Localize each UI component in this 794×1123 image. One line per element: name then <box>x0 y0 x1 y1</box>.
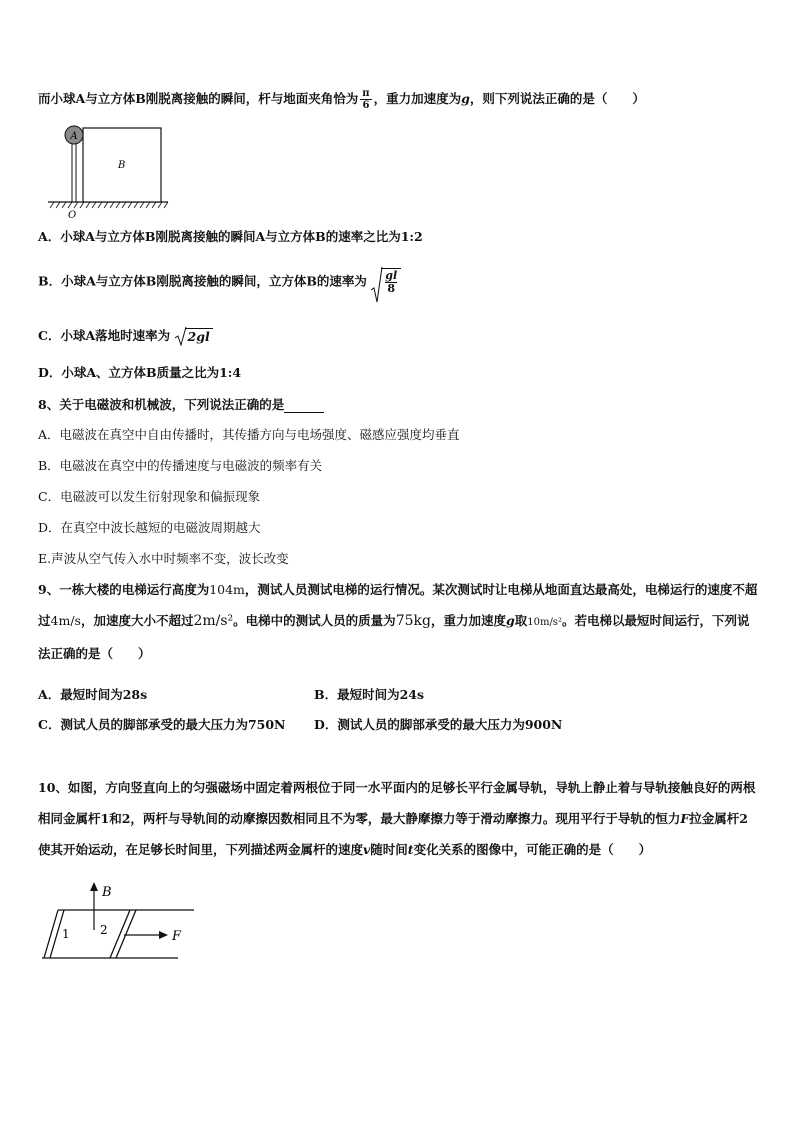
q9-p2: ，测试人员测试电梯的运行情况。某次测试时让电梯从地面直达最高处，电梯运行的速度不超过 <box>38 582 758 628</box>
q8-option-e: E.声波从空气传入水中时频率不变，波长改变 <box>38 551 289 566</box>
f-label: F <box>172 929 182 944</box>
q7-option-c <box>38 328 213 345</box>
rad-den: 8 <box>387 282 396 295</box>
sqrt-2gl <box>185 328 213 345</box>
answer-blank <box>284 400 324 413</box>
rod-1-label: 1 <box>62 927 70 941</box>
rad-2gl: 2gl <box>185 328 213 345</box>
q9-p6: 取 <box>514 613 528 628</box>
q10-time: t <box>407 842 414 857</box>
q10-p3: 随时间 <box>370 842 408 857</box>
q9-p5: ，重力加速度 <box>430 613 506 628</box>
q9-p7: 。若电梯以最短时间运行，下列说法正确的是（ ） <box>38 613 750 661</box>
angle-fraction <box>360 88 371 111</box>
q9-option-d: D．测试人员的脚部承受的最大压力为900N <box>314 717 563 732</box>
q9-speed: 4m/s <box>50 613 81 628</box>
q8-stem <box>38 397 324 413</box>
q10-force: F <box>680 811 690 826</box>
q9-g: g <box>505 613 515 628</box>
q9-height: 104m <box>209 582 245 597</box>
q7-stem-a: 而小球A与立方体B刚脱离接触的瞬间，杆与地面夹角恰为 <box>38 91 359 106</box>
q10-p4: 变化关系的图像中，可能正确的是（ ） <box>413 842 652 857</box>
rod-2-edge <box>116 910 136 958</box>
q9-mass: 75kg <box>395 613 431 629</box>
rod-2-label: 2 <box>100 923 108 937</box>
q8-option-d: D．在真空中波长越短的电磁波周期越大 <box>38 520 261 535</box>
q10-p1: 10、如图，方向竖直向上的匀强磁场中固定着两根位于同一水平面内的足够长平行金属导轨，导轨上静止着与导轨接触良好的两根相同金属杆1和2，两杆与导轨间的动摩擦因数相同且不为零，最大静摩擦力等于滑动摩擦力。现用平行于导轨的恒力 <box>38 780 756 826</box>
q9-option-b: B．最短时间为24s <box>314 687 424 702</box>
sqrt-gl-over-8 <box>381 268 401 296</box>
f-arrowhead <box>159 931 168 939</box>
q9-p1: 9、一栋大楼的电梯运行高度为 <box>38 582 210 597</box>
cube-label: B <box>118 160 126 171</box>
q7-figure <box>44 124 174 220</box>
q7-stem <box>38 88 645 111</box>
ground-hatch <box>50 202 168 208</box>
rod-2 <box>110 910 130 958</box>
b-label: B <box>102 885 112 900</box>
ball-label: A <box>70 131 78 142</box>
q7-option-c-text: C．小球A落地时速率为 <box>38 328 171 343</box>
q9-option-c: C．测试人员的脚部承受的最大压力为750N <box>38 717 286 732</box>
q9-stem <box>38 574 758 669</box>
q10-velocity: v <box>363 842 371 857</box>
rad-num: gl <box>385 269 398 282</box>
q10-figure <box>38 880 208 964</box>
q9-option-a: A．最短时间为28s <box>38 687 148 702</box>
rod-1 <box>44 910 58 958</box>
q9-p4: 。电梯中的测试人员的质量为 <box>233 613 396 628</box>
q7-option-d: D．小球A、立方体B质量之比为1:4 <box>38 365 242 380</box>
q8-option-a: A．电磁波在真空中自由传播时，其传播方向与电场强度、磁感应强度均垂直 <box>38 427 460 442</box>
angle-num: π <box>362 88 370 99</box>
q10-stem <box>38 772 758 865</box>
q9-p3: ，加速度大小不超过 <box>80 613 194 628</box>
q7-option-a: A．小球A与立方体B刚脱离接触的瞬间A与立方体B的速率之比为1:2 <box>38 229 423 244</box>
q7-stem-b: ，重力加速度为 <box>373 91 462 106</box>
q8-option-c: C．电磁波可以发生衍射现象和偏振现象 <box>38 489 261 504</box>
b-arrowhead <box>90 882 98 891</box>
q8-stem-text: 8、关于电磁波和机械波，下列说法正确的是 <box>38 397 285 412</box>
q7-g: g <box>461 91 470 106</box>
q9-gvalue: 10m/s² <box>527 617 562 628</box>
q10-p2: 拉金属杆2使其开始运动，在足够长时间里，下列描述两金属杆的速度 <box>38 811 748 857</box>
angle-den: 6 <box>362 100 370 111</box>
q7-option-b-text: B．小球A与立方体B刚脱离接触的瞬间，立方体B的速率为 <box>38 273 367 289</box>
q9-accel: 2m/s² <box>193 613 234 629</box>
pivot-label: O <box>68 210 77 220</box>
q8-option-b: B．电磁波在真空中的传播速度与电磁波的频率有关 <box>38 458 323 473</box>
q7-stem-c: ，则下列说法正确的是（ ） <box>469 91 645 106</box>
q7-option-b <box>38 268 401 296</box>
